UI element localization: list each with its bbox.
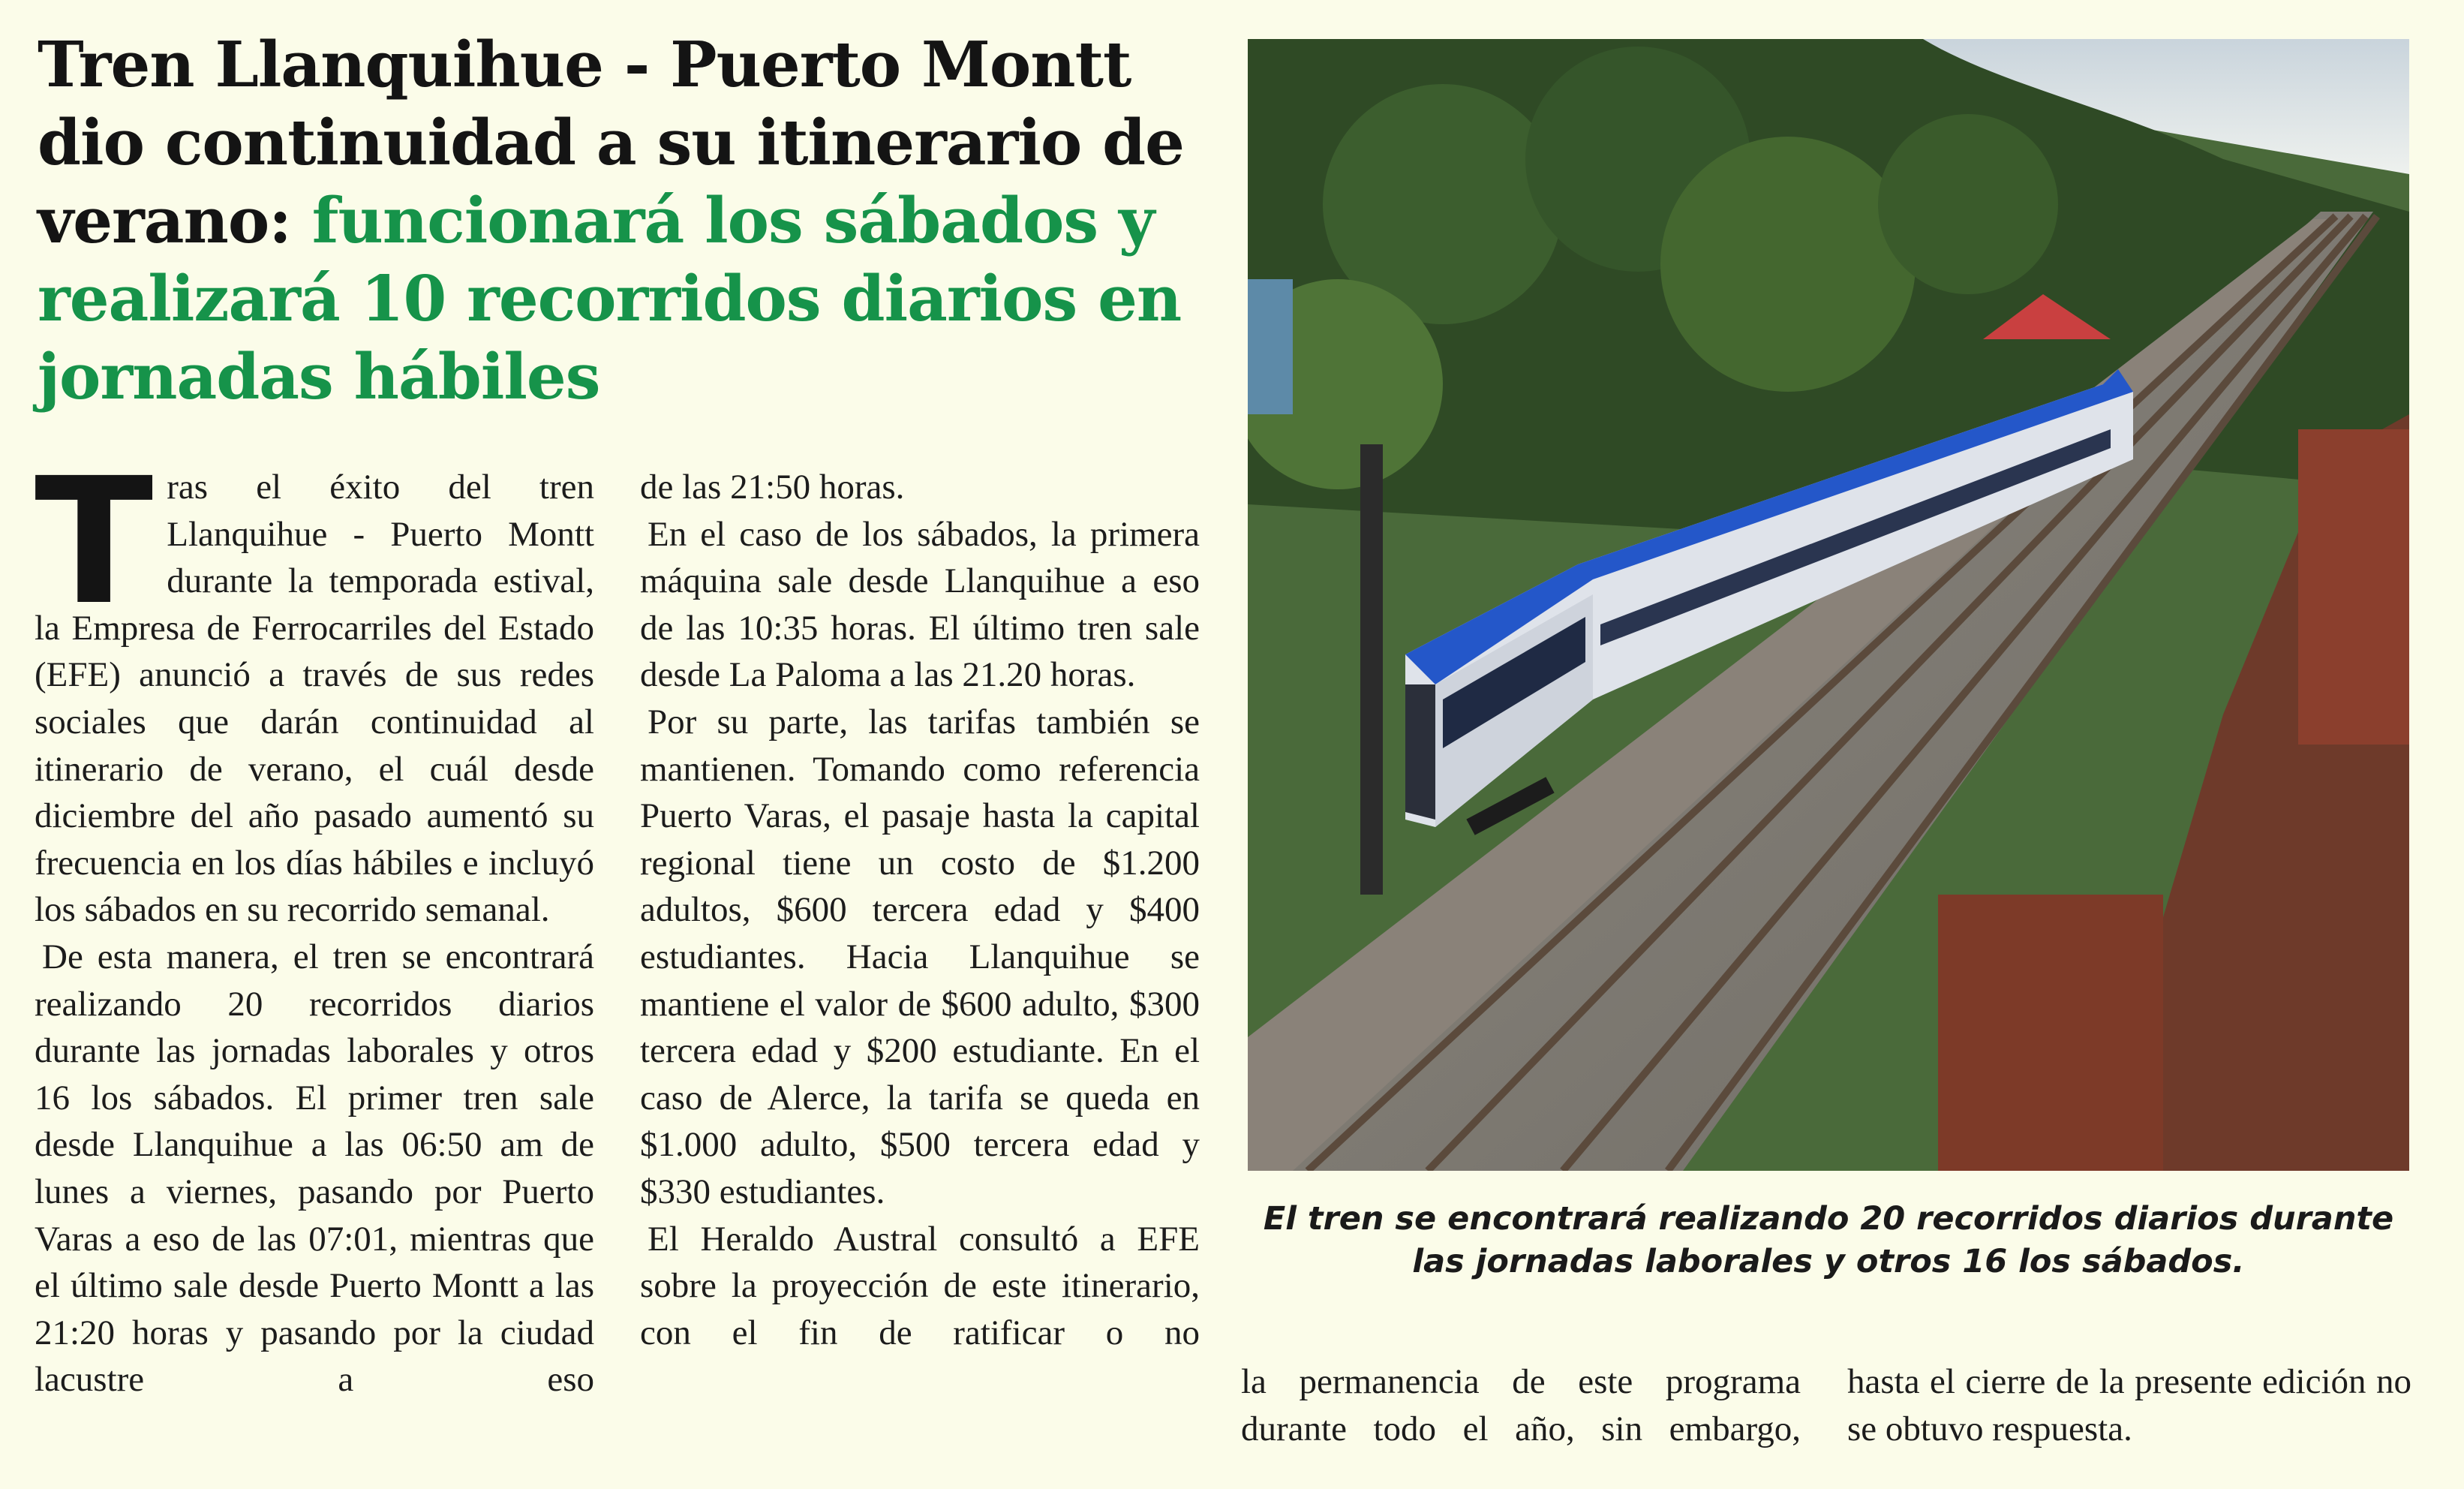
article-column-1 — [35, 441, 594, 1403]
tree — [1660, 137, 1916, 392]
rusty-wagon — [1938, 895, 2163, 1171]
paragraph-inquiry: El Heraldo Austral consultó a EFE sobre la proyección de este itinerario, con el fin de ratificar o no — [640, 1219, 1200, 1352]
utility-pole — [1360, 444, 1383, 895]
paragraph-intro — [35, 441, 594, 934]
headline-main: Tren Llanquihue - Puerto Montt dio continuidad a su itinerario de verano: — [38, 28, 1184, 257]
headline-highlight: funcionará los sábados y realizará 10 recorridos diarios en jornadas hábiles — [38, 184, 1182, 414]
article-column-4 — [1847, 1358, 2411, 1452]
paragraph-permanence: la permanencia de este programa durante todo el año, sin embargo, — [1241, 1362, 1801, 1448]
paragraph-schedule-saturday: En el caso de los sábados, la primera máquina sale desde Llanquihue a eso de las 10:35 horas. El último tren sale desde La Paloma a las 21.20 horas. — [640, 514, 1200, 695]
building-blue — [1248, 279, 1293, 414]
train-photo — [1248, 39, 2409, 1171]
headline — [38, 26, 1215, 416]
rusty-wagon — [2298, 429, 2409, 744]
drop-cap: T — [35, 441, 154, 643]
paragraph-schedule-weekdays: De esta manera, el tren se encontrará realizando 20 recorridos diarios durante las jornadas laborales y otros 16 los sábados. El primer tren sale desde Llanquihue a las 06:50 am de lunes a viernes, pasando por Puerto Varas a eso de las 07:01, mientras que el último sale desde Puerto Montt a las 21:20 horas y pasando por la ciudad lacustre a eso — [35, 937, 594, 1400]
paragraph-fares: Por su parte, las tarifas también se mantienen. Tomando como referencia Puerto Varas, el pasaje hasta la capital regional tiene un costo de $1.200 adultos, $600 tercera edad y $400 estudiantes. Hacia Llanquihue se mantiene el valor de $600 adulto, $300 tercera edad y $200 estudiante. En el caso de Alerce, la tarifa se queda en $1.000 adulto, $500 tercera edad y $330 estudiantes. — [640, 702, 1200, 1211]
paragraph-no-response: hasta el cierre de la presente edición no se obtuvo respuesta. — [1847, 1362, 2411, 1448]
article-column-3 — [1241, 1358, 1801, 1452]
paragraph-continuation: de las 21:50 horas. — [640, 468, 905, 507]
photo-caption: El tren se encontrará realizando 20 recorridos diarios durante las jornadas laborales y otros 16 los sábados. — [1263, 1200, 2394, 1280]
paragraph-intro-text: ras el éxito del tren Llanquihue - Puerto Montt durante la temporada estival, la Empresa de Ferrocarriles del Estado (EFE) anunció a través de sus redes sociales que darán continuidad al itinerario de verano, el cuál desde diciembre del año pasado aumentó su frecuencia en los días hábiles e incluyó los sábados en su recorrido semanal. — [35, 468, 594, 930]
tree — [1878, 114, 2058, 294]
article-column-2 — [640, 464, 1200, 1356]
train-photo-illustration — [1248, 39, 2409, 1171]
